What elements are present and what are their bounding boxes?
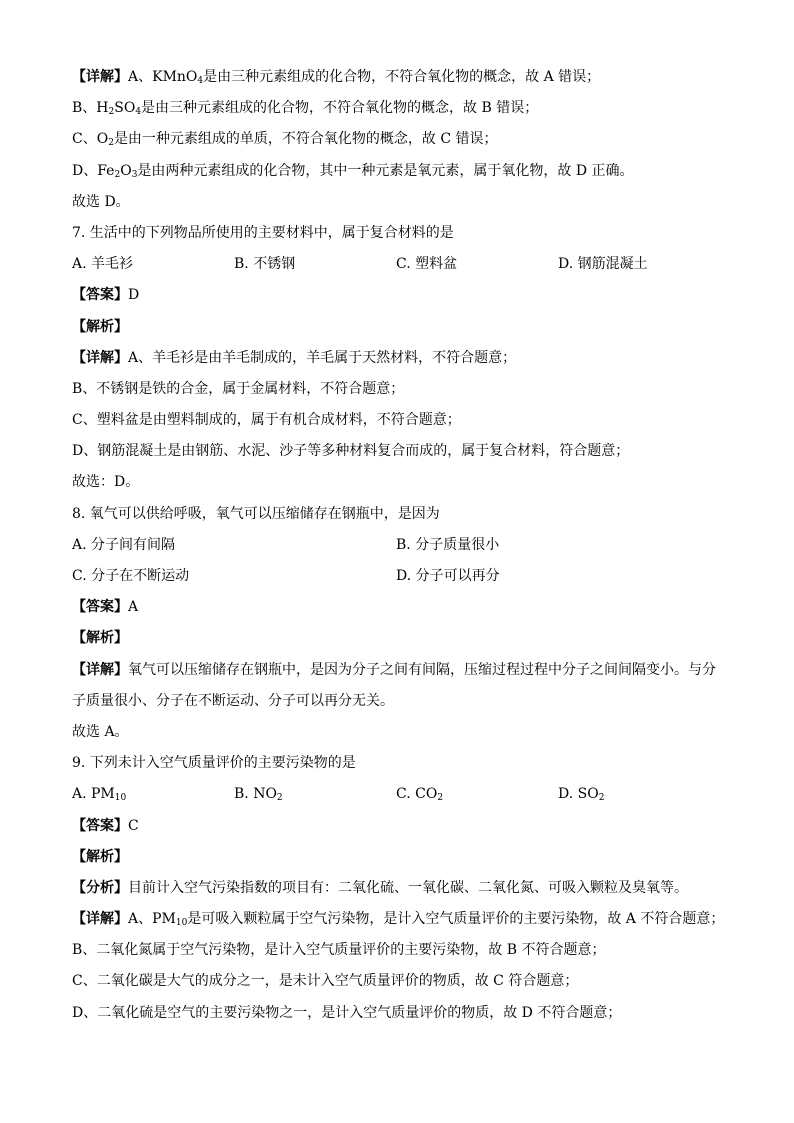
q9-detail-d: D、二氧化硫是空气的主要污染物之一，是计入空气质量评价的物质，故 D 不符合题意； [72,1004,622,1021]
q8-analysis-tag: 【解析】 [72,630,128,647]
q7-detail-a: 【详解】A、羊毛衫是由羊毛制成的，羊毛属于天然材料，不符合题意； [72,349,517,366]
q9-options [72,779,732,810]
q9-detail-c: C、二氧化碳是大气的成分之一，是未计入空气质量评价的物质，故 C 符合题意； [72,973,579,990]
q6-conclusion: 故选 D。 [72,193,130,210]
q7-stem: 7. 生活中的下列物品所使用的主要材料中，属于复合材料的是 [72,224,454,241]
q7-options [72,249,732,280]
fenxi-tag: 【分析】 [72,879,128,896]
q8-option-a: A. 分子间有间隔 [72,536,176,553]
q6-detail-c: C、$O_2$是由一种元素组成的单质，不符合氧化物的概念，故 C 错误； [72,131,498,149]
q9-answer: 【答案】C [72,817,139,834]
q9-option-b: B. $NO_2$ [234,786,283,804]
q7-option-a: A. 羊毛衫 [72,256,134,273]
q8-detail-line2: 子质量很小、分子在不断运动、分子可以再分无关。 [72,692,394,709]
q7-detail-b: B、不锈钢是铁的合金，属于金属材料，不符合题意； [72,380,405,397]
q7-conclusion: 故选：D。 [72,474,140,491]
q9-option-c: C. $CO_2$ [396,786,444,804]
q7-answer: 【答案】D [72,287,140,304]
q8-options-row2 [72,561,732,592]
detail-tag: 【详解】 [72,69,128,85]
q7-option-c: C. 塑料盆 [396,256,458,273]
detail-tag: 【详解】 [72,349,128,366]
q9-option-a: A. $PM_{10}$ [72,786,127,804]
q7-analysis-tag: 【解析】 [72,318,128,335]
q8-option-c: C. 分子在不断运动 [72,568,190,584]
q9-stem: 9. 下列未计入空气质量评价的主要污染物的是 [72,755,356,772]
q6-detail-d: D、$Fe_2O_3$是由两种元素组成的化合物，其中一种元素是氧元素，属于氧化物，故 D 正确。 [72,162,634,180]
q8-detail-line1: 【详解】氧气可以压缩储存在钢瓶中，是因为分子之间有间隔，压缩过程过程中分子之间间隔变小。与分 [72,661,716,678]
q7-option-b: B. 不锈钢 [234,256,296,273]
detail-tag: 【详解】 [72,661,128,678]
document-page [72,62,732,1029]
answer-tag: 【答案】 [72,817,128,834]
q9-fenxi: 【分析】目前计入空气污染指数的项目有：二氧化硫、一氧化碳、二氧化氮、可吸入颗粒及臭氧等。 [72,879,688,896]
q9-detail-b: B、二氧化氮属于空气污染物，是计入空气质量评价的主要污染物，故 B 不符合题意； [72,942,606,959]
q8-options-row1 [72,530,732,561]
answer-tag: 【答案】 [72,599,128,616]
q9-analysis-tag: 【解析】 [72,848,128,865]
q6-detail-a: 【详解】A、KMnO$_4$是由三种元素组成的化合物，不符合氧化物的概念，故 A 错误； [72,69,601,86]
q7-detail-d: D、钢筋混凝土是由钢筋、水泥、沙子等多种材料复合而成的，属于复合材料，符合题意； [72,443,630,460]
q7-detail-c: C、塑料盆是由塑料制成的，属于有机合成材料，不符合题意； [72,412,461,429]
detail-tag: 【详解】 [72,911,128,928]
q8-stem: 8. 氧气可以供给呼吸，氧气可以压缩储存在钢瓶中，是因为 [72,505,440,522]
q7-option-d: D. 钢筋混凝土 [558,256,648,273]
q6-detail-b: B、$H_2SO_4$是由三种元素组成的化合物，不符合氧化物的概念，故 B 错误； [72,100,539,118]
q9-detail-a: 【详解】A、$PM_{10}$是可吸入颗粒属于空气污染物，是计入空气质量评价的主要污染物，故 A 不符合题意； [72,911,725,929]
q8-option-d: D. 分子可以再分 [396,568,500,584]
q9-option-d: D. $SO_2$ [558,786,605,804]
answer-tag: 【答案】 [72,287,128,304]
q8-conclusion: 故选 A。 [72,723,129,740]
q8-answer: 【答案】A [72,599,139,616]
q8-option-b: B. 分子质量很小 [396,536,500,553]
